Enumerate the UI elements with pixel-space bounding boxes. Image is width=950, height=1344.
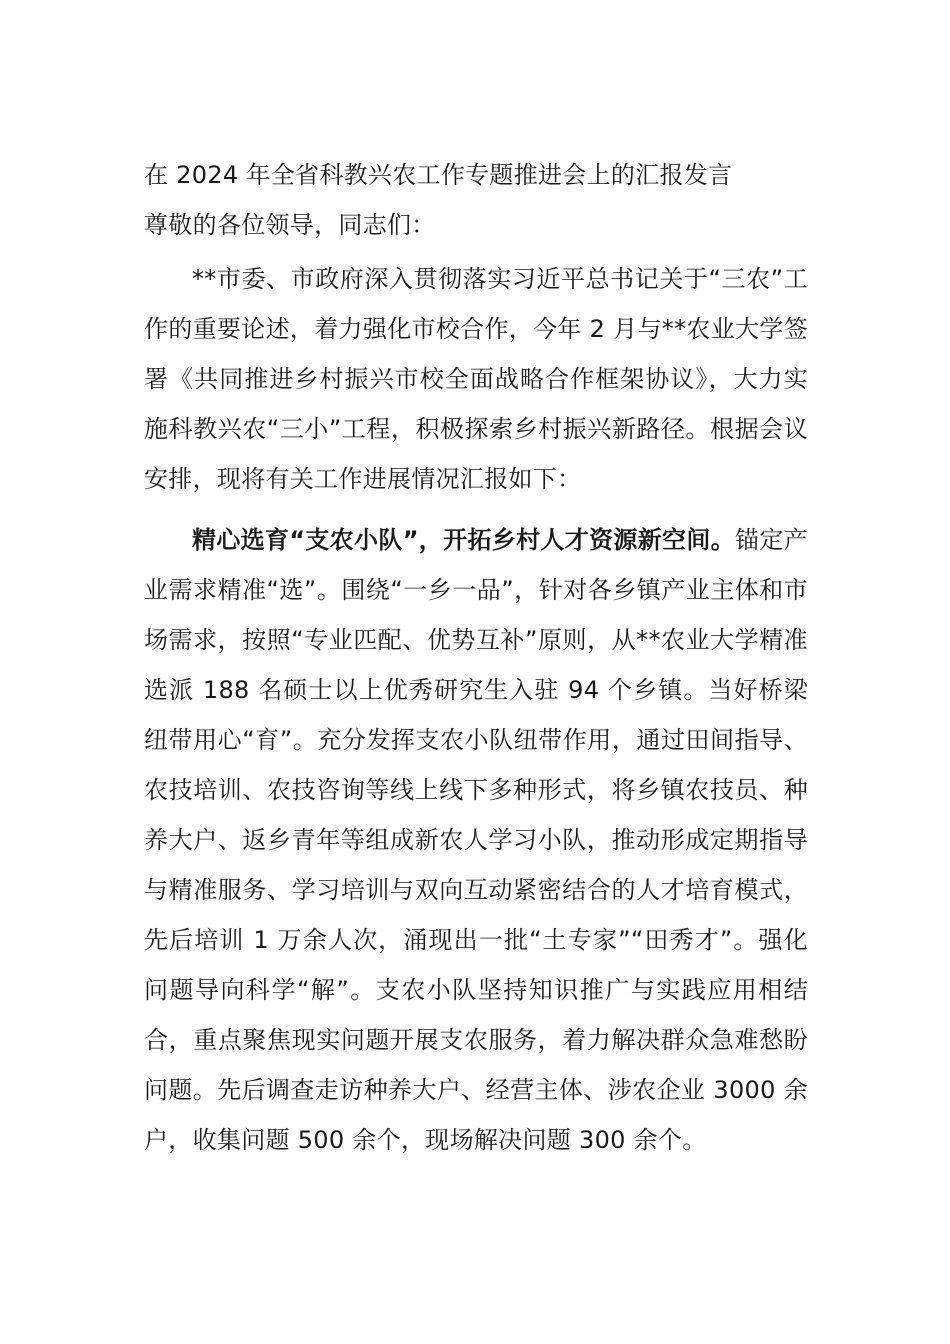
paragraph-section-1: [144, 515, 808, 1165]
paragraph-text: 锚定产业需求精准“选”。围绕“一乡一品”，针对各乡镇产业主体和市场需求，按照“专业匹配、优势互补”原则，从**农业大学精准选派 188 名硕士以上优秀研究生入驻 94 个乡镇。当好桥梁纽带用心“育”。充分发挥支农小队纽带作用，通过田间指导、农技培训、农技咨询等线上线下多种形式，将乡镇农技员、种养大户、返乡青年等组成新农人学习小队，推动形成定期指导与精准服务、学习培训与双向互动紧密结合的人才培育模式，先后培训 1 万余人次，涌现出一批“土专家”“田秀才”。强化问题导向科学“解”。支农小队坚持知识推广与实践应用相结合，重点聚焦现实问题开展支农服务，着力解决群众急难愁盼问题。先后调查走访种养大户、经营主体、涉农企业 3000 余户，收集问题 500 余个，现场解决问题 300 余个。: [144, 526, 808, 1154]
paragraph-text: **市委、市政府深入贯彻落实习近平总书记关于“三农”工作的重要论述，着力强化市校合作，今年 2 月与**农业大学签署《共同推进乡村振兴市校全面战略合作框架协议》，大力实施科教兴农“三小”工程，积极探索乡村振兴新路径。根据会议安排，现将有关工作进展情况汇报如下：: [144, 265, 808, 493]
paragraph-lead: 精心选育“支农小队”，开拓乡村人才资源新空间。: [192, 526, 736, 554]
document-title: 在 2024 年全省科教兴农工作专题推进会上的汇报发言: [144, 161, 733, 189]
document-body: [144, 150, 808, 1176]
salutation: 尊敬的各位领导，同志们：: [144, 211, 436, 239]
paragraph-intro: [144, 254, 808, 504]
